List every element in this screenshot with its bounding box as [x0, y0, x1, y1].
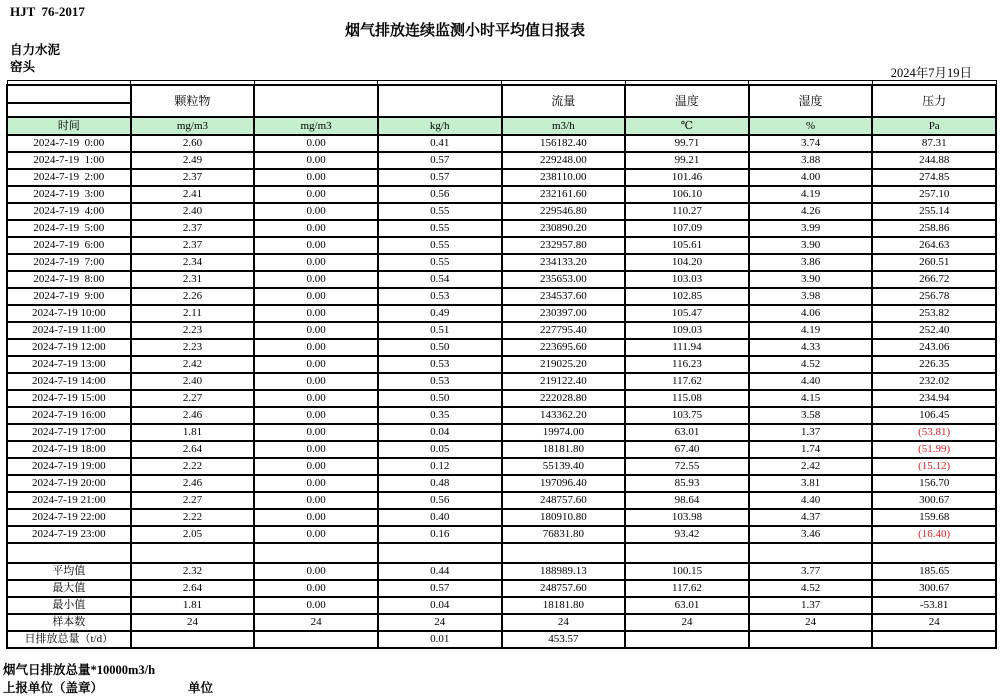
value-cell: 243.06 [872, 339, 996, 356]
value-cell: 116.23 [625, 356, 749, 373]
value-cell: 4.00 [749, 169, 873, 186]
time-cell: 2024-7-19 18:00 [7, 441, 131, 458]
value-cell: 2.22 [131, 458, 255, 475]
table-row [7, 135, 996, 152]
table-row [7, 475, 996, 492]
value-cell: 0.40 [378, 509, 502, 526]
value-cell: 4.52 [749, 356, 873, 373]
table-row [7, 339, 996, 356]
value-cell: 3.88 [749, 152, 873, 169]
summary-value-cell: 24 [254, 614, 378, 631]
separator-cell [254, 543, 378, 563]
value-cell: 255.14 [872, 203, 996, 220]
summary-value-cell: 0.44 [378, 563, 502, 580]
value-cell: 103.03 [625, 271, 749, 288]
summary-row [7, 631, 996, 648]
time-cell: 2024-7-19 0:00 [7, 135, 131, 152]
value-cell: 274.85 [872, 169, 996, 186]
summary-value-cell [749, 631, 873, 648]
time-cell: 2024-7-19 10:00 [7, 305, 131, 322]
summary-value-cell: 100.15 [625, 563, 749, 580]
time-cell: 2024-7-19 16:00 [7, 407, 131, 424]
time-cell: 2024-7-19 23:00 [7, 526, 131, 543]
value-cell: 105.47 [625, 305, 749, 322]
value-cell: 110.27 [625, 203, 749, 220]
value-cell: 2.34 [131, 254, 255, 271]
header-blank-cell [378, 85, 502, 117]
summary-value-cell: -53.81 [872, 597, 996, 614]
value-cell: 0.55 [378, 237, 502, 254]
summary-value-cell: 24 [378, 614, 502, 631]
value-cell: 4.40 [749, 373, 873, 390]
summary-row [7, 614, 996, 631]
time-cell: 2024-7-19 11:00 [7, 322, 131, 339]
value-cell: 252.40 [872, 322, 996, 339]
value-cell: 0.00 [254, 169, 378, 186]
value-cell: 3.99 [749, 220, 873, 237]
value-cell: 101.46 [625, 169, 749, 186]
table-row [7, 152, 996, 169]
separator-cell [502, 543, 626, 563]
summary-label-cell: 样本数 [7, 614, 131, 631]
value-cell: 2.40 [131, 203, 255, 220]
summary-value-cell: 2.32 [131, 563, 255, 580]
summary-value-cell: 117.62 [625, 580, 749, 597]
header-blank-cell [7, 85, 131, 103]
value-cell: 0.56 [378, 492, 502, 509]
summary-value-cell: 248757.60 [502, 580, 626, 597]
time-cell: 2024-7-19 3:00 [7, 186, 131, 203]
value-cell: 72.55 [625, 458, 749, 475]
separator-cell [749, 543, 873, 563]
value-cell: 87.31 [872, 135, 996, 152]
time-cell: 2024-7-19 5:00 [7, 220, 131, 237]
value-cell: 67.40 [625, 441, 749, 458]
table-row [7, 220, 996, 237]
value-cell: 0.00 [254, 390, 378, 407]
separator-cell [378, 543, 502, 563]
value-cell: 104.20 [625, 254, 749, 271]
value-cell: 253.82 [872, 305, 996, 322]
unit-cell: ℃ [625, 117, 749, 135]
value-cell: 219122.40 [502, 373, 626, 390]
summary-value-cell [625, 631, 749, 648]
value-cell: 3.90 [749, 271, 873, 288]
footer-signature-line [3, 678, 214, 696]
value-cell: 103.98 [625, 509, 749, 526]
value-cell: 0.00 [254, 288, 378, 305]
value-cell: 0.54 [378, 271, 502, 288]
value-cell: 0.53 [378, 356, 502, 373]
value-cell: 2.37 [131, 220, 255, 237]
value-cell: 4.26 [749, 203, 873, 220]
value-cell: 223695.60 [502, 339, 626, 356]
table-row [7, 407, 996, 424]
value-cell: 2.42 [131, 356, 255, 373]
value-cell: 93.42 [625, 526, 749, 543]
time-cell: 2024-7-19 20:00 [7, 475, 131, 492]
summary-value-cell: 0.04 [378, 597, 502, 614]
value-cell: 3.81 [749, 475, 873, 492]
summary-value-cell: 24 [131, 614, 255, 631]
summary-value-cell: 0.00 [254, 563, 378, 580]
value-cell: 4.06 [749, 305, 873, 322]
value-cell: 4.33 [749, 339, 873, 356]
value-cell: 0.00 [254, 237, 378, 254]
value-cell: 227795.40 [502, 322, 626, 339]
value-cell: 266.72 [872, 271, 996, 288]
value-cell: 3.46 [749, 526, 873, 543]
value-cell: (15.12) [872, 458, 996, 475]
value-cell: 2.49 [131, 152, 255, 169]
unit-row [7, 117, 996, 135]
summary-value-cell: 3.77 [749, 563, 873, 580]
header-flow: 流量 [502, 85, 626, 117]
separator-cell [872, 543, 996, 563]
value-cell: 2.41 [131, 186, 255, 203]
value-cell: 3.58 [749, 407, 873, 424]
value-cell: 18181.80 [502, 441, 626, 458]
table-row [7, 271, 996, 288]
value-cell: 0.51 [378, 322, 502, 339]
value-cell: 0.00 [254, 526, 378, 543]
summary-value-cell: 185.65 [872, 563, 996, 580]
summary-row [7, 597, 996, 614]
value-cell: 234537.60 [502, 288, 626, 305]
value-cell: 258.86 [872, 220, 996, 237]
time-cell: 2024-7-19 6:00 [7, 237, 131, 254]
summary-value-cell: 4.52 [749, 580, 873, 597]
table-row [7, 509, 996, 526]
value-cell: 106.45 [872, 407, 996, 424]
value-cell: 0.48 [378, 475, 502, 492]
table-row [7, 390, 996, 407]
table-row [7, 237, 996, 254]
value-cell: 0.57 [378, 169, 502, 186]
table-row [7, 288, 996, 305]
time-cell: 2024-7-19 14:00 [7, 373, 131, 390]
value-cell: 63.01 [625, 424, 749, 441]
value-cell: 232.02 [872, 373, 996, 390]
value-cell: 85.93 [625, 475, 749, 492]
value-cell: 0.49 [378, 305, 502, 322]
value-cell: 2.22 [131, 509, 255, 526]
value-cell: 109.03 [625, 322, 749, 339]
value-cell: 156182.40 [502, 135, 626, 152]
summary-value-cell: 24 [502, 614, 626, 631]
value-cell: 0.53 [378, 288, 502, 305]
page-title: 烟气排放连续监测小时平均值日报表 [344, 23, 585, 39]
value-cell: 226.35 [872, 356, 996, 373]
value-cell: 0.55 [378, 203, 502, 220]
value-cell: 235653.00 [502, 271, 626, 288]
value-cell: 19974.00 [502, 424, 626, 441]
value-cell: 2.26 [131, 288, 255, 305]
time-cell: 2024-7-19 2:00 [7, 169, 131, 186]
value-cell: 230397.00 [502, 305, 626, 322]
summary-value-cell [131, 631, 255, 648]
value-cell: 257.10 [872, 186, 996, 203]
value-cell: 55139.40 [502, 458, 626, 475]
value-cell: (16.40) [872, 526, 996, 543]
summary-value-cell: 0.01 [378, 631, 502, 648]
unit-cell: m3/h [502, 117, 626, 135]
value-cell: 143362.20 [502, 407, 626, 424]
value-cell: 117.62 [625, 373, 749, 390]
table-row [7, 492, 996, 509]
summary-value-cell: 24 [749, 614, 873, 631]
value-cell: 105.61 [625, 237, 749, 254]
value-cell: 4.19 [749, 322, 873, 339]
header-row-1 [7, 85, 996, 103]
summary-value-cell: 1.81 [131, 597, 255, 614]
table-row [7, 254, 996, 271]
summary-value-cell: 0.57 [378, 580, 502, 597]
unit-cell: % [749, 117, 873, 135]
value-cell: 180910.80 [502, 509, 626, 526]
table-row [7, 322, 996, 339]
value-cell: 0.16 [378, 526, 502, 543]
value-cell: 3.98 [749, 288, 873, 305]
value-cell: 76831.80 [502, 526, 626, 543]
table-row [7, 169, 996, 186]
value-cell: (53.81) [872, 424, 996, 441]
value-cell: 0.41 [378, 135, 502, 152]
summary-value-cell [872, 631, 996, 648]
value-cell: 0.00 [254, 492, 378, 509]
value-cell: 0.00 [254, 152, 378, 169]
value-cell: 248757.60 [502, 492, 626, 509]
separator-row [7, 543, 996, 563]
value-cell: 197096.40 [502, 475, 626, 492]
value-cell: 0.12 [378, 458, 502, 475]
value-cell: 0.50 [378, 390, 502, 407]
value-cell: 238110.00 [502, 169, 626, 186]
header-particulate: 颗粒物 [131, 85, 255, 117]
value-cell: 0.55 [378, 254, 502, 271]
value-cell: 111.94 [625, 339, 749, 356]
unit-label: 单位 [188, 681, 214, 695]
value-cell: 2.37 [131, 237, 255, 254]
value-cell: (51.99) [872, 441, 996, 458]
value-cell: 2.46 [131, 475, 255, 492]
report-date: 2024年7月19日 [890, 66, 972, 80]
table-row [7, 186, 996, 203]
value-cell: 3.90 [749, 237, 873, 254]
value-cell: 0.00 [254, 509, 378, 526]
value-cell: 4.37 [749, 509, 873, 526]
value-cell: 0.50 [378, 339, 502, 356]
value-cell: 99.71 [625, 135, 749, 152]
table-row [7, 356, 996, 373]
value-cell: 0.00 [254, 458, 378, 475]
value-cell: 0.35 [378, 407, 502, 424]
value-cell: 229546.80 [502, 203, 626, 220]
separator-cell [131, 543, 255, 563]
value-cell: 2.46 [131, 407, 255, 424]
value-cell: 0.00 [254, 271, 378, 288]
value-cell: 0.04 [378, 424, 502, 441]
time-cell: 2024-7-19 12:00 [7, 339, 131, 356]
value-cell: 2.37 [131, 169, 255, 186]
header-pressure: 压力 [872, 85, 996, 117]
summary-value-cell: 188989.13 [502, 563, 626, 580]
summary-value-cell: 300.67 [872, 580, 996, 597]
summary-value-cell: 24 [872, 614, 996, 631]
value-cell: 2.40 [131, 373, 255, 390]
header-temperature: 温度 [625, 85, 749, 117]
station-name: 窑头 [10, 60, 36, 74]
value-cell: 4.19 [749, 186, 873, 203]
time-cell: 2024-7-19 8:00 [7, 271, 131, 288]
value-cell: 0.55 [378, 220, 502, 237]
table-row [7, 305, 996, 322]
value-cell: 0.53 [378, 373, 502, 390]
value-cell: 0.00 [254, 373, 378, 390]
value-cell: 156.70 [872, 475, 996, 492]
value-cell: 106.10 [625, 186, 749, 203]
time-cell: 2024-7-19 15:00 [7, 390, 131, 407]
value-cell: 1.37 [749, 424, 873, 441]
separator-cell [7, 543, 131, 563]
table-row [7, 424, 996, 441]
report-unit-label: 上报单位（盖章） [3, 681, 104, 695]
value-cell: 2.64 [131, 441, 255, 458]
summary-row [7, 580, 996, 597]
value-cell: 256.78 [872, 288, 996, 305]
value-cell: 103.75 [625, 407, 749, 424]
value-cell: 0.05 [378, 441, 502, 458]
time-column-header: 时间 [7, 117, 131, 135]
header-blank-cell [7, 103, 131, 117]
value-cell: 0.00 [254, 322, 378, 339]
summary-value-cell: 18181.80 [502, 597, 626, 614]
value-cell: 264.63 [872, 237, 996, 254]
value-cell: 2.05 [131, 526, 255, 543]
value-cell: 0.00 [254, 407, 378, 424]
summary-value-cell: 24 [625, 614, 749, 631]
summary-label-cell: 最大值 [7, 580, 131, 597]
summary-value-cell: 1.37 [749, 597, 873, 614]
value-cell: 159.68 [872, 509, 996, 526]
summary-value-cell: 453.57 [502, 631, 626, 648]
table-row [7, 458, 996, 475]
value-cell: 4.15 [749, 390, 873, 407]
table-row [7, 373, 996, 390]
value-cell: 0.56 [378, 186, 502, 203]
summary-row [7, 563, 996, 580]
value-cell: 300.67 [872, 492, 996, 509]
value-cell: 99.21 [625, 152, 749, 169]
value-cell: 3.74 [749, 135, 873, 152]
time-cell: 2024-7-19 19:00 [7, 458, 131, 475]
value-cell: 0.00 [254, 135, 378, 152]
value-cell: 0.00 [254, 305, 378, 322]
value-cell: 244.88 [872, 152, 996, 169]
value-cell: 0.00 [254, 186, 378, 203]
unit-cell: mg/m3 [131, 117, 255, 135]
time-cell: 2024-7-19 1:00 [7, 152, 131, 169]
time-cell: 2024-7-19 13:00 [7, 356, 131, 373]
value-cell: 98.64 [625, 492, 749, 509]
header-humidity: 湿度 [749, 85, 873, 117]
standard-code: HJT 76-2017 [10, 4, 85, 19]
table-row [7, 203, 996, 220]
summary-value-cell [254, 631, 378, 648]
value-cell: 0.00 [254, 441, 378, 458]
unit-cell: Pa [872, 117, 996, 135]
value-cell: 234133.20 [502, 254, 626, 271]
value-cell: 0.00 [254, 220, 378, 237]
header-blank-cell [254, 85, 378, 117]
time-cell: 2024-7-19 9:00 [7, 288, 131, 305]
value-cell: 2.60 [131, 135, 255, 152]
monitoring-table [6, 80, 997, 649]
summary-label-cell: 最小值 [7, 597, 131, 614]
time-cell: 2024-7-19 17:00 [7, 424, 131, 441]
summary-label-cell: 日排放总量（t/d） [7, 631, 131, 648]
value-cell: 4.40 [749, 492, 873, 509]
value-cell: 1.74 [749, 441, 873, 458]
summary-value-cell: 2.64 [131, 580, 255, 597]
value-cell: 1.81 [131, 424, 255, 441]
unit-cell: kg/h [378, 117, 502, 135]
value-cell: 230890.20 [502, 220, 626, 237]
value-cell: 232161.60 [502, 186, 626, 203]
value-cell: 260.51 [872, 254, 996, 271]
summary-value-cell: 63.01 [625, 597, 749, 614]
value-cell: 232957.80 [502, 237, 626, 254]
value-cell: 0.00 [254, 424, 378, 441]
value-cell: 102.85 [625, 288, 749, 305]
value-cell: 0.00 [254, 339, 378, 356]
value-cell: 2.23 [131, 339, 255, 356]
value-cell: 2.23 [131, 322, 255, 339]
company-name: 自力水泥 [10, 43, 61, 57]
time-cell: 2024-7-19 4:00 [7, 203, 131, 220]
value-cell: 229248.00 [502, 152, 626, 169]
value-cell: 2.42 [749, 458, 873, 475]
value-cell: 0.00 [254, 356, 378, 373]
value-cell: 219025.20 [502, 356, 626, 373]
value-cell: 2.31 [131, 271, 255, 288]
value-cell: 222028.80 [502, 390, 626, 407]
table-row [7, 441, 996, 458]
summary-label-cell: 平均值 [7, 563, 131, 580]
time-cell: 2024-7-19 22:00 [7, 509, 131, 526]
value-cell: 0.57 [378, 152, 502, 169]
time-cell: 2024-7-19 21:00 [7, 492, 131, 509]
value-cell: 2.27 [131, 492, 255, 509]
value-cell: 115.08 [625, 390, 749, 407]
value-cell: 234.94 [872, 390, 996, 407]
footer-note: 烟气日排放总量*10000m3/h [3, 663, 156, 677]
table-row [7, 526, 996, 543]
value-cell: 3.86 [749, 254, 873, 271]
value-cell: 2.27 [131, 390, 255, 407]
value-cell: 0.00 [254, 254, 378, 271]
value-cell: 0.00 [254, 203, 378, 220]
summary-value-cell: 0.00 [254, 580, 378, 597]
summary-value-cell: 0.00 [254, 597, 378, 614]
value-cell: 107.09 [625, 220, 749, 237]
unit-cell: mg/m3 [254, 117, 378, 135]
separator-cell [625, 543, 749, 563]
value-cell: 2.11 [131, 305, 255, 322]
value-cell: 0.00 [254, 475, 378, 492]
time-cell: 2024-7-19 7:00 [7, 254, 131, 271]
